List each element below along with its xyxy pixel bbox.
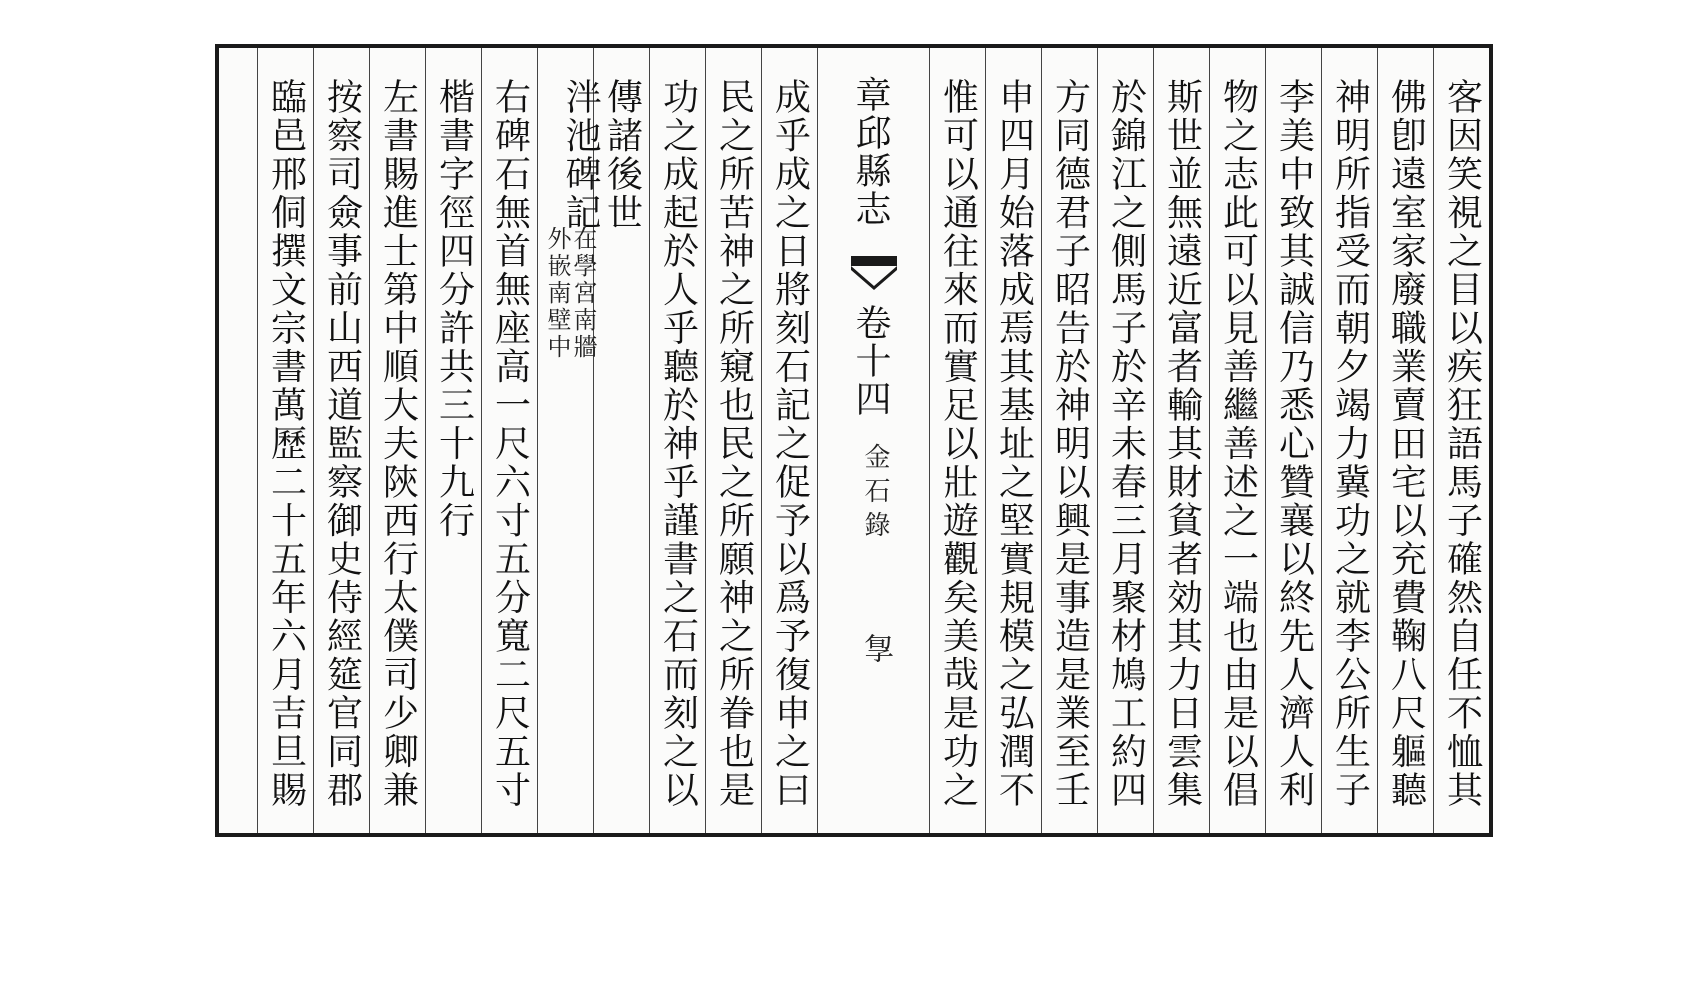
text-column: [1377, 48, 1433, 833]
column-text: 於錦江之側馬子於辛未春三月聚材鳩工約四: [1105, 78, 1147, 810]
column-text: 民之所苦神之所窺也民之所願神之所眷也是: [713, 78, 755, 810]
column-text: 佛卽遠室家廢職業賣田宅以充費鞠八尺軀聽: [1385, 78, 1427, 810]
fishtail-ornament-icon: [851, 256, 897, 290]
text-column: [1097, 48, 1153, 833]
text-column: [985, 48, 1041, 833]
text-column: [481, 48, 537, 833]
column-heading: 泮池碑記: [560, 78, 601, 232]
column-text: 申四月始落成焉其基址之堅實規模之弘潤不: [993, 78, 1035, 810]
column-text: 右碑石無首無座高一尺六寸五分寬二尺五寸: [489, 78, 531, 810]
text-column: [929, 48, 985, 833]
column-text: 斯世並無遠近富者輸其財貧者効其力日雲集: [1161, 78, 1203, 810]
text-column: [1433, 48, 1489, 833]
text-column: [1209, 48, 1265, 833]
text-column: [1153, 48, 1209, 833]
column-text: 成乎成之日將刻石記之促予以爲予復申之曰: [769, 78, 811, 810]
page-number: 㝁: [858, 633, 893, 666]
column-text: 客因笑視之目以疾狂語馬子確然自任不恤其: [1441, 78, 1483, 810]
margin-column: [219, 48, 257, 833]
text-column: [537, 48, 601, 833]
text-column: [593, 48, 649, 833]
text-column: [257, 48, 313, 833]
book-title: 章邱縣志: [850, 76, 891, 228]
text-column: [313, 48, 369, 833]
text-column: [1265, 48, 1321, 833]
column-text: 神明所指受而朝夕竭力冀功之就李公所生子: [1329, 78, 1371, 810]
column-text: 楷書字徑四分許共三十九行: [433, 78, 475, 540]
column-text: 物之志此可以見善繼善述之一端也由是以倡: [1217, 78, 1259, 810]
column-text: 李美中致其誠信乃悉心贊襄以終先人濟人利: [1273, 78, 1315, 810]
column-text: 傳諸後世: [601, 78, 643, 232]
center-fold-column: [817, 48, 929, 833]
text-column: [425, 48, 481, 833]
column-text: 方同德君子昭告於神明以興是事造是業至壬: [1049, 78, 1091, 810]
column-text: 左書賜進士第中順大夫陝西行太僕司少卿兼: [377, 78, 419, 810]
text-column: [1321, 48, 1377, 833]
column-text: 功之成起於人乎聽於神乎謹書之石而刻之以: [657, 78, 699, 810]
column-note: 外嵌南壁中: [543, 226, 571, 361]
text-column: [649, 48, 705, 833]
text-column: [1041, 48, 1097, 833]
text-column: [369, 48, 425, 833]
volume-label: 卷十四: [850, 304, 891, 418]
text-column: [705, 48, 761, 833]
document-page: [215, 44, 1493, 837]
column-note: 在學宮南牆: [569, 226, 597, 361]
column-text: 惟可以通往來而實足以壯遊觀矣美哉是功之: [937, 78, 979, 810]
section-label: 金石錄: [860, 443, 890, 545]
column-text: 臨邑邢侗撰文宗書萬歷二十五年六月吉旦賜: [265, 78, 307, 810]
column-text: 按察司僉事前山西道監察御史侍經筵官同郡: [321, 78, 363, 810]
text-column: [761, 48, 817, 833]
